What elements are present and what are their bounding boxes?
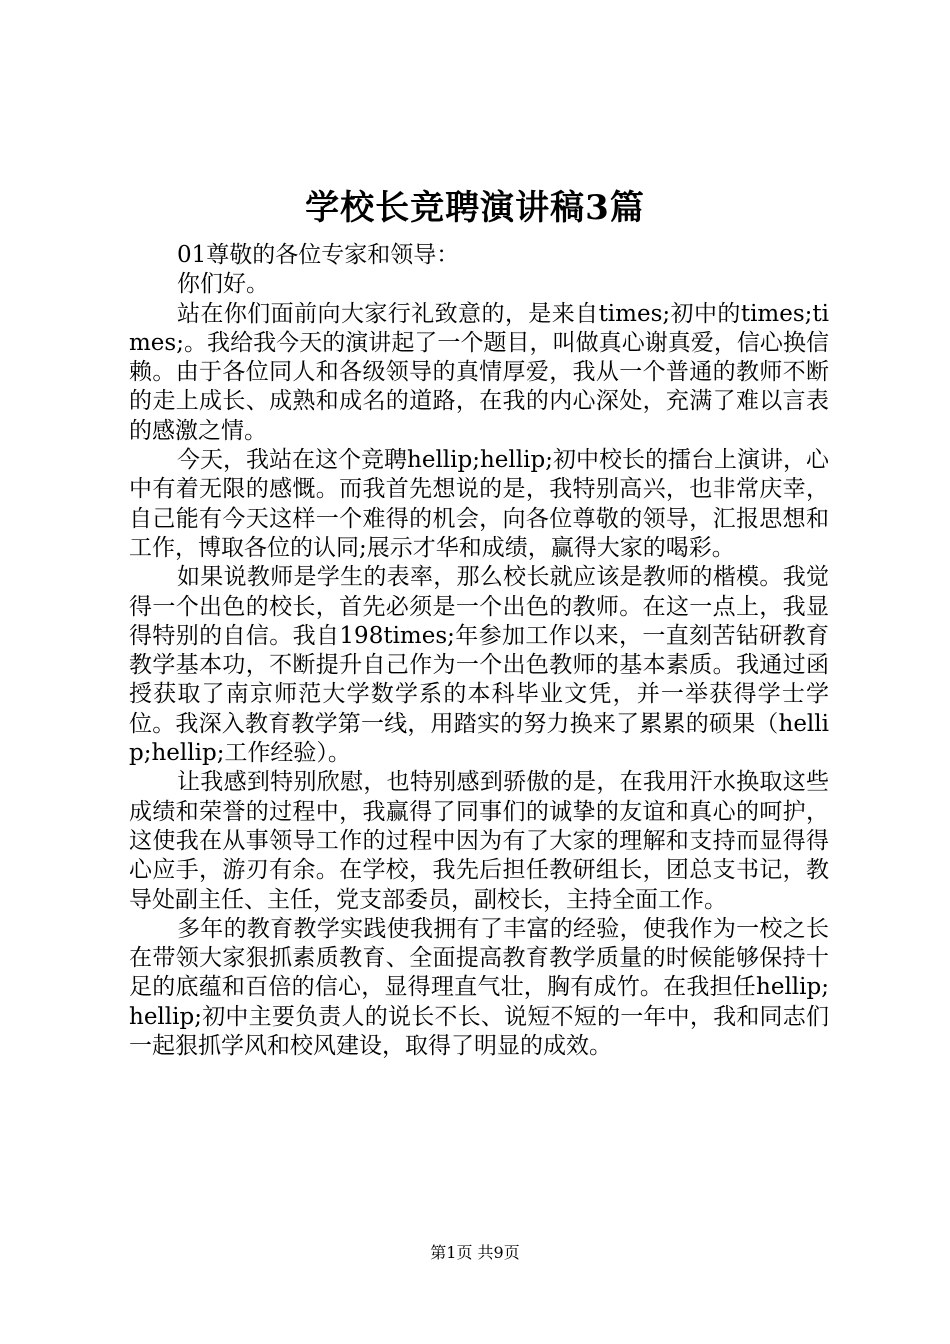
document-title: 学校长竞聘演讲稿3篇 xyxy=(305,188,645,228)
paragraph: 如果说教师是学生的表率，那么校长就应该是教师的楷模。我觉得一个出色的校长，首先必须是一个出色的教师。在这一点上，我显得特别的自信。我自198times;年参加工作以来，一直刻苦钻研教育教学基本功，不断提升自己作为一个出色教师的基本素质。我通过函授获取了南京师范大学数学系的本科毕业文凭，并一举获得学士学位。我深入教育教学第一线，用踏实的努力换来了累累的硕果（hellip;hellip;工作经验）。 xyxy=(129,564,829,767)
paragraph: 多年的教育教学实践使我拥有了丰富的经验，使我作为一校之长在带领大家狠抓素质教育、全面提高教育教学质量的时候能够保持十足的底蕴和百倍的信心，显得理直气壮，胸有成竹。在我担任hellip;hellip;初中主要负责人的说长不长、说短不短的一年中，我和同志们一起狠抓学风和校风建设，取得了明显的成效。 xyxy=(129,915,829,1060)
paragraph: 让我感到特别欣慰，也特别感到骄傲的是，在我用汗水换取这些成绩和荣誉的过程中，我赢得了同事们的诚挚的友谊和真心的呵护，这使我在从事领导工作的过程中因为有了大家的理解和支持而显得得心应手，游刃有余。在学校，我先后担任教研组长，团总支书记，教导处副主任、主任，党支部委员，副校长，主持全面工作。 xyxy=(129,769,829,913)
document-body xyxy=(129,241,829,1061)
paragraph: 站在你们面前向大家行礼致意的，是来自times;初中的times;times;。我给我今天的演讲起了一个题目，叫做真心谢真爱，信心换信赖。由于各位同人和各级领导的真情厚爱，我从一个普通的教师不断的走上成长、成熟和成名的道路，在我的内心深处，充满了难以言表的感激之情。 xyxy=(129,300,829,444)
page-number-footer: 第1页 共9页 xyxy=(430,1243,520,1262)
paragraph: 今天，我站在这个竞聘hellip;hellip;初中校长的擂台上演讲，心中有着无限的感慨。而我首先想说的是，我特别高兴，也非常庆幸，自己能有今天这样一个难得的机会，向各位尊敬的领导，汇报思想和工作，博取各位的认同;展示才华和成绩，赢得大家的喝彩。 xyxy=(129,447,829,561)
paragraph-salutation: 01尊敬的各位专家和领导： xyxy=(177,242,460,268)
paragraph-greeting: 你们好。 xyxy=(177,271,269,298)
